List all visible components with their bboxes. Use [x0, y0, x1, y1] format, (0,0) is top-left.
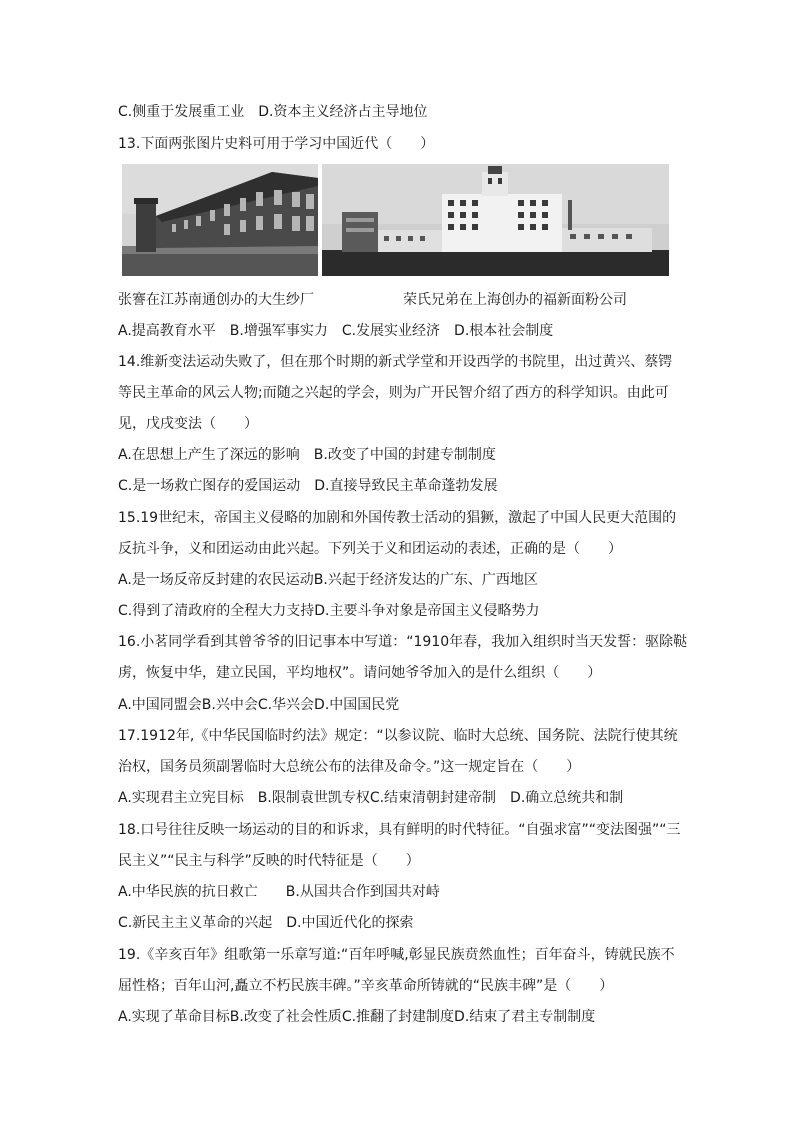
q14-stem-line3: 见，戊戌变法（ ）	[118, 416, 258, 432]
q17-stem-line1: 17.1912年,《中华民国临时约法》规定：“以参议院、临时大总统、国务院、法院行使其统	[118, 728, 678, 744]
q19-options: A.实现了革命目标B.改变了社会性质C.推翻了封建制度D.结束了君主专制制度	[118, 1009, 596, 1025]
q15-options-line2: C.得到了清政府的全程大力支持D.主要斗争对象是帝国主义侵略势力	[118, 603, 540, 619]
q14-options-line1: A.在思想上产生了深远的影响 B.改变了中国的封建专制制度	[118, 447, 496, 463]
q12-options-continued: C.侧重于发展重工业 D.资本主义经济占主导地位	[118, 104, 428, 120]
q14-options-line2: C.是一场救亡图存的爱国运动 D.直接导致民主革命蓬勃发展	[118, 478, 498, 494]
q16-stem-line2: 虏，恢复中华，建立民国，平均地权”。请问她爷爷加入的是什么组织（ ）	[118, 665, 602, 681]
q13-options: A.提高教育水平 B.增强军事实力 C.发展实业经济 D.根本社会制度	[118, 323, 554, 339]
fuxin-flour-photo	[322, 164, 669, 276]
q15-options-line1: A.是一场反帝反封建的农民运动B.兴起于经济发达的广东、广西地区	[118, 572, 538, 588]
q18-stem-line1: 18.口号往往反映一场运动的目的和诉求，具有鲜明的时代特征。“自强求富”“变法图强”“三	[118, 822, 681, 838]
q14-stem-line2: 等民主革命的风云人物;而随之兴起的学会，则为广开民智介绍了西方的科学知识。由此可	[118, 385, 669, 401]
q16-options: A.中国同盟会B.兴中会C.华兴会D.中国国民党	[118, 697, 400, 713]
q14-stem-line1: 14.维新变法运动失败了，但在那个时期的新式学堂和开设西学的书院里，出过黄兴、蔡锷	[118, 354, 673, 370]
q16-stem-line1: 16.小茗同学看到其曾爷爷的旧记事本中写道：“1910年春，我加入组织时当天发誓：驱除鞑	[118, 634, 688, 650]
dasheng-mill-photo	[122, 164, 318, 276]
q18-stem-line2: 民主义”“民主与科学”反映的时代特征是（ ）	[118, 853, 420, 869]
q19-stem-line2: 屈性格；百年山河,矗立不朽民族丰碑。”辛亥革命所铸就的“民族丰碑”是（ ）	[118, 978, 614, 994]
q17-options: A.实现君主立宪目标 B.限制袁世凯专权C.结束清朝封建帝制 D.确立总统共和制	[118, 790, 624, 806]
caption-fuxin: 荣氏兄弟在上海创办的福新面粉公司	[403, 292, 627, 308]
q17-stem-line2: 治权，国务员须副署临时大总统公布的法律及命令。”这一规定旨在（ ）	[118, 759, 581, 775]
caption-dasheng: 张謇在江苏南通创办的大生纱厂	[118, 292, 314, 308]
q19-stem-line1: 19.《辛亥百年》组歌第一乐章写道:“百年呼喊,彰显民族贲然血性；百年奋斗，铸就民族不	[118, 947, 675, 963]
q15-stem-line2: 反抗斗争，义和团运动由此兴起。下列关于义和团运动的表述，正确的是（ ）	[118, 541, 622, 557]
q18-options-line1: A.中华民族的抗日救亡 B.从国共合作到国共对峙	[118, 884, 440, 900]
q15-stem-line1: 15.19世纪末，帝国主义侵略的加剧和外国传教士活动的猖獗，激起了中国人民更大范围的	[118, 510, 677, 526]
q13-stem: 13.下面两张图片史料可用于学习中国近代（ ）	[118, 136, 435, 152]
q18-options-line2: C.新民主主义革命的兴起 D.中国近代化的探索	[118, 915, 414, 931]
